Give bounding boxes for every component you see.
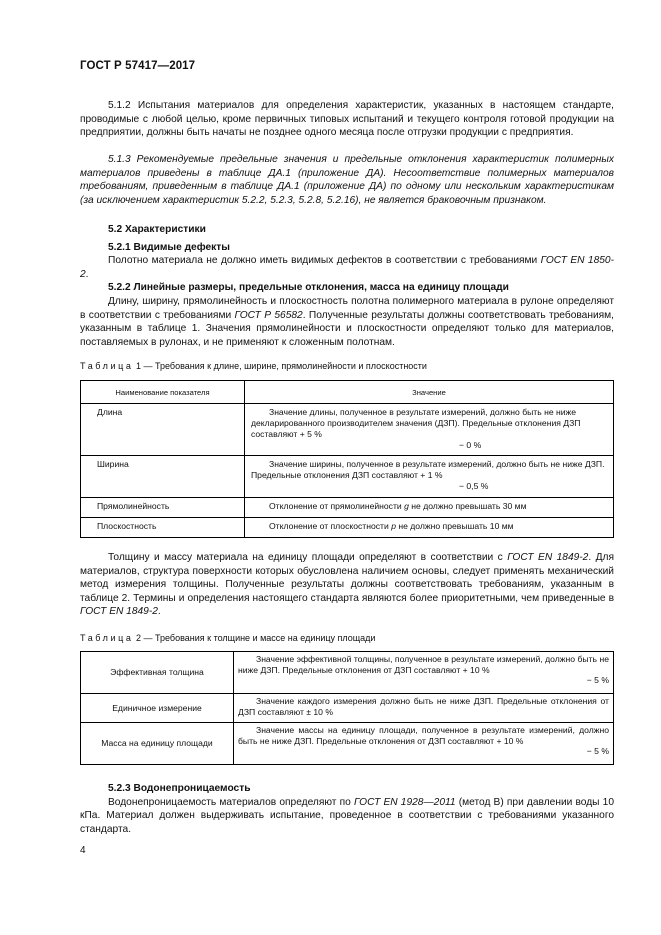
straightness-var: g bbox=[404, 501, 409, 511]
table1-row-name: Плоскостность bbox=[81, 518, 245, 538]
clause-5-2-2-text bbox=[80, 295, 614, 349]
section-5-2-heading: 5.2 Характеристики bbox=[108, 224, 206, 235]
straightness-text-a: Отклонение от прямолинейности bbox=[269, 501, 402, 511]
table-row bbox=[81, 652, 614, 694]
table1-row-value-text: Значение ширины, полученное в результате измерений, должно быть не ниже ДЗП. Предельные отклонения ДЗП составляют + 1 % bbox=[251, 459, 605, 480]
thickness-text-a: Толщину и массу материала на единицу площади определяют в соответствии с bbox=[108, 552, 503, 563]
table2-row-value-text: Значение массы на единицу площади, полученное в результате измерений, должно быть не ниже ДЗП. Предельные отклонения от ДЗП составляют + 10 % bbox=[238, 725, 609, 746]
table1-header-row bbox=[81, 381, 614, 404]
gost-en-1849-2-ref: ГОСТ EN 1849-2 bbox=[507, 552, 589, 563]
clause-5-1-2-text: 5.1.2 Испытания материалов для определения характеристик, указанных в настоящем стандарте, проводимые с любой целью, кроме первичных типовых испытаний и текущего контроля готовой продукции на предприятии, должны быть начаты не позднее одного месяца после отгрузки продукции с предприятия. bbox=[80, 100, 614, 139]
table1-caption-word: Таблица bbox=[80, 361, 134, 371]
clause-5-2-3-text bbox=[80, 796, 614, 837]
table1-row-tail: − 0,5 % bbox=[459, 481, 489, 491]
table1-caption-text: 1 — Требования к длине, ширине, прямолинейности и плоскостности bbox=[136, 361, 427, 371]
table2-row-value-text: Значение каждого измерения должно быть не ниже ДЗП. Предельные отклонения от ДЗП составляют ± 10 % bbox=[238, 696, 609, 717]
table-row bbox=[81, 518, 614, 538]
table-row bbox=[81, 456, 614, 498]
table2 bbox=[80, 651, 614, 765]
table2-row-value-text: Значение эффективной толщины, полученное в результате измерений, должно быть не ниже ДЗП. Предельные отклонения от ДЗП составляют + 10 % bbox=[238, 654, 609, 675]
table2-row-name: Единичное измерение bbox=[81, 694, 234, 723]
section-5-2 bbox=[80, 223, 614, 349]
flatness-text-a: Отклонение от плоскостности bbox=[269, 521, 389, 531]
table1-row-value-text bbox=[251, 501, 607, 512]
clause-5-2-1-body: Полотно материала не должно иметь видимых дефектов в соответствии с требованиями bbox=[108, 255, 538, 267]
gost-en-1928-ref: ГОСТ EN 1928—2011 bbox=[353, 796, 456, 808]
clause-5-2-3-body-a: Водонепроницаемость материалов определяют по bbox=[108, 796, 351, 808]
table1-header-name: Наименование показателя bbox=[81, 381, 245, 404]
table-row bbox=[81, 498, 614, 518]
clause-5-2-3-body-b: (метод В) при давлении воды 10 кПа. Материал должен выдерживать испытание, проведенное в соответствии с требованиями указанного стандарта. bbox=[80, 796, 614, 835]
table2-caption bbox=[80, 633, 375, 643]
table1-row-value-text bbox=[251, 521, 607, 532]
clause-5-1-3-text: 5.1.3 Рекомендуемые предельные значения и предельные отклонения характеристик полимерных материалов приведены в таблице ДА.1 (приложение ДА). Несоответствие полимерных материалов требованиям, приведенным в таблице ДА.1 (приложение ДА) по одному или нескольким характеристикам (за исключением характеристик 5.2.2, 5.2.3, 5.2.8, 5.2.16), не является браковочным признаком. bbox=[80, 154, 614, 206]
thickness-text-c: . bbox=[157, 606, 161, 618]
clause-5-2-2-body-b: . Полученные результаты должны соответствовать требованиям, указанным в таблице 1. Значения прямолинейности и плоскостности определяют только для материалов, поставляемых в рулонах, и не применяют к сложенным полотнам. bbox=[80, 309, 614, 348]
clause-5-1-3 bbox=[80, 153, 614, 207]
table1-row-name: Длина bbox=[81, 404, 245, 456]
table-row bbox=[81, 723, 614, 765]
table1-row-value bbox=[245, 456, 614, 498]
clause-5-2-1-heading: 5.2.1 Видимые дефекты bbox=[108, 241, 230, 253]
table2-row-value bbox=[234, 723, 614, 765]
flatness-text-b: не должно превышать 10 мм bbox=[398, 521, 514, 531]
table1 bbox=[80, 380, 614, 538]
flatness-var: p bbox=[391, 521, 396, 531]
table2-row-value bbox=[234, 652, 614, 694]
table2-caption-text: 2 — Требования к толщине и массе на единицу площади bbox=[136, 633, 376, 643]
table1-row-value bbox=[245, 404, 614, 456]
table1-caption bbox=[80, 361, 427, 371]
table1-row-name: Прямолинейность bbox=[81, 498, 245, 518]
table2-caption-word: Таблица bbox=[80, 633, 134, 643]
table1-row-value bbox=[245, 498, 614, 518]
table1-header-value: Значение bbox=[245, 381, 614, 404]
table2-row-tail: − 5 % bbox=[586, 675, 609, 685]
thickness-paragraph bbox=[80, 551, 614, 619]
table-row bbox=[81, 694, 614, 723]
clause-5-2-2-body-a: Длину, ширину, прямолинейность и плоскостность полотна полимерного материала в рулоне определяют в соответствии с требованиями bbox=[80, 295, 614, 321]
clause-5-2-1-text bbox=[80, 254, 614, 281]
thickness-text-b: . Для материалов, структура поверхности которых обусловлена наличием основы, следует применять механический метод измерения толщины. Полученные результаты должны соответствовать требованиям, указанным в таблице 2. Термины и определения настоящего стандарта являются более приоритетными, чем приведенные в bbox=[80, 552, 614, 604]
gost-en-1850-2-ref: ГОСТ EN 1850-2 bbox=[80, 255, 614, 280]
table1-row-value-text: Значение длины, полученное в результате измерений, должно быть не ниже декларированного производителем значения (ДЗП). Предельные отклонения ДЗП составляют + 5 % bbox=[251, 407, 581, 439]
table1-row-name: Ширина bbox=[81, 456, 245, 498]
straightness-text-b: не должно превышать 30 мм bbox=[411, 501, 527, 511]
table-row bbox=[81, 404, 614, 456]
page-number: 4 bbox=[80, 845, 86, 856]
gost-r-56582-ref: ГОСТ Р 56582 bbox=[234, 309, 303, 321]
clause-5-2-3 bbox=[80, 782, 614, 836]
table1-row-value bbox=[245, 518, 614, 538]
table2-row-name: Масса на единицу площади bbox=[81, 723, 234, 765]
clause-5-1-2 bbox=[80, 99, 614, 140]
document-header: ГОСТ Р 57417—2017 bbox=[80, 60, 196, 72]
table2-row-name: Эффективная толщина bbox=[81, 652, 234, 694]
clause-5-2-1-end: . bbox=[85, 268, 89, 280]
gost-en-1849-2-ref: ГОСТ EN 1849-2 bbox=[80, 606, 158, 618]
thickness-text bbox=[80, 551, 614, 619]
table2-row-tail: − 5 % bbox=[586, 746, 609, 756]
table1-row-tail: − 0 % bbox=[459, 440, 482, 450]
table2-row-value bbox=[234, 694, 614, 723]
clause-5-2-2-heading: 5.2.2 Линейные размеры, предельные отклонения, масса на единицу площади bbox=[108, 282, 509, 294]
clause-5-2-3-heading: 5.2.3 Водонепроницаемость bbox=[108, 783, 251, 794]
